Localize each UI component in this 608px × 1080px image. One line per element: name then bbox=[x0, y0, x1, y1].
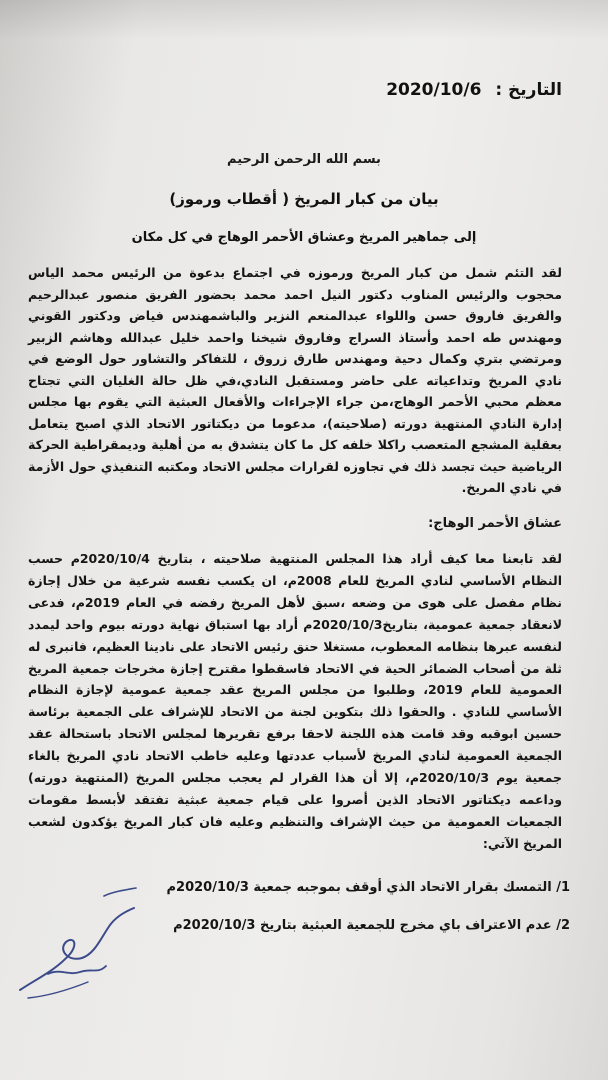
basmala: بسم الله الرحمن الرحيم bbox=[227, 152, 381, 167]
date-label: التاريخ : bbox=[495, 80, 562, 100]
statement-subtitle: إلى جماهير المريخ وعشاق الأحمر الوهاج في كل مكان bbox=[131, 230, 477, 245]
list-item: 2/ عدم الاعتراف باي مخرج للجمعية العبثية بتاريخ 2020/10/3م bbox=[173, 918, 570, 933]
date-value: 2020/10/6 bbox=[386, 80, 482, 100]
list-item: 1/ التمسك بقرار الاتحاد الذي أوقف بموجبه جمعية 2020/10/3م bbox=[166, 880, 570, 895]
paragraph-intro: لقد التئم شمل من كبار المريخ ورموزه في اجتماع بدعوة من الرئيس محمد الياس محجوب والرئيس المناوب دكتور النيل احمد محمد بحضور الفريق منصور عبدالرحيم والفريق فاروق حسن واللواء عبدالمنعم النزير والباشمهندس فياض ودكتور القوني ومهندس طه احمد وأستاذ السراج وفاروق شيخنا واحمد خليل عبدالله وهاشم الزبير ومرتضي بتري وكمال دحية ومهندس طارق زروق ، للتفاكر والتشاور حول الوضع في نادي المريخ وتداعياته على حاضر ومستقبل النادي،في ظل حالة الغليان التي تجتاح معظم محبي الأحمر الوهاج،من جراء الإجراءات والأفعال العبثية التي يقوم بها مجلس إدارة النادي المنتهية دورته (صلاحيته)، مدعوما من ديكتاتور الاتحاد الذي اصبح يتعامل بعقلية المشجع المتعصب راكلا خلفه كل ما كان يتشدق به من أهلية وديمقراطية الحركة الرياضية حيث تجسد ذلك في تجاوزه لقرارات مجلس الاتحاد ومكتبه التنفيذي حول الأزمة في نادي المريخ. bbox=[28, 265, 562, 495]
date-line bbox=[378, 80, 562, 100]
statement-title: بيان من كبار المريخ ( أقطاب ورموز) bbox=[169, 190, 439, 208]
paragraph-main: لقد تابعنا معا كيف أراد هذا المجلس المنتهية صلاحيته ، بتاريخ 2020/10/4م حسب النظام الأساسي لنادي المريخ للعام 2008م، ان يكسب نفسه شرعية من خلال إجازة نظام مفصل على هوى من وضعه ،سبق لأهل المريخ رفضه في العام 2019م، فدعى لانعقاد جمعية عمومية، بتاريخ2020/10/3م أراد بها استباق نهاية دورته بيوم واحد ليمدد لنفسه عبرها بنظامه المعطوب، مستغلا حنق رئيس الاتحاد على نادينا العظيم، فانبرى له ثلة من أصحاب الضمائر الحية في الاتحاد فاسقطوا مقترح إجازة مخرجات جمعية المريخ العمومية للعام 2019، وطلبوا من مجلس المريخ عقد جمعية عمومية لإجازة النظام الأساسي للنادي . والحقوا ذلك بتكوين لجنة من الاتحاد للإشراف على الجمعية برئاسة حسين ابوقبه وقد قامت هذه اللجنة لاحقا برفع تقريرها لمجلس الاتحاد باستحالة عقد الجمعية العمومية لنادي المريخ لأسباب عددتها وعليه خاطب الاتحاد نادي المريخ بالغاء جمعية يوم 2020/10/3م، إلا أن هذا القرار لم يعجب مجلس المريخ (المنتهية دورته) وداعمه ديكتاتور الاتحاد الذين أصروا على قيام جمعية عبثية تفتقد لأبسط مقومات الجمعيات العمومية من حيث الإشراف والتنظيم وعليه فان كبار المريخ يؤكدون لشعب المريخ الآتي: bbox=[28, 551, 563, 851]
top-shadow bbox=[0, 0, 608, 40]
handwritten-signature bbox=[8, 878, 148, 1008]
section-heading: عشاق الأحمر الوهاج: bbox=[428, 516, 562, 531]
